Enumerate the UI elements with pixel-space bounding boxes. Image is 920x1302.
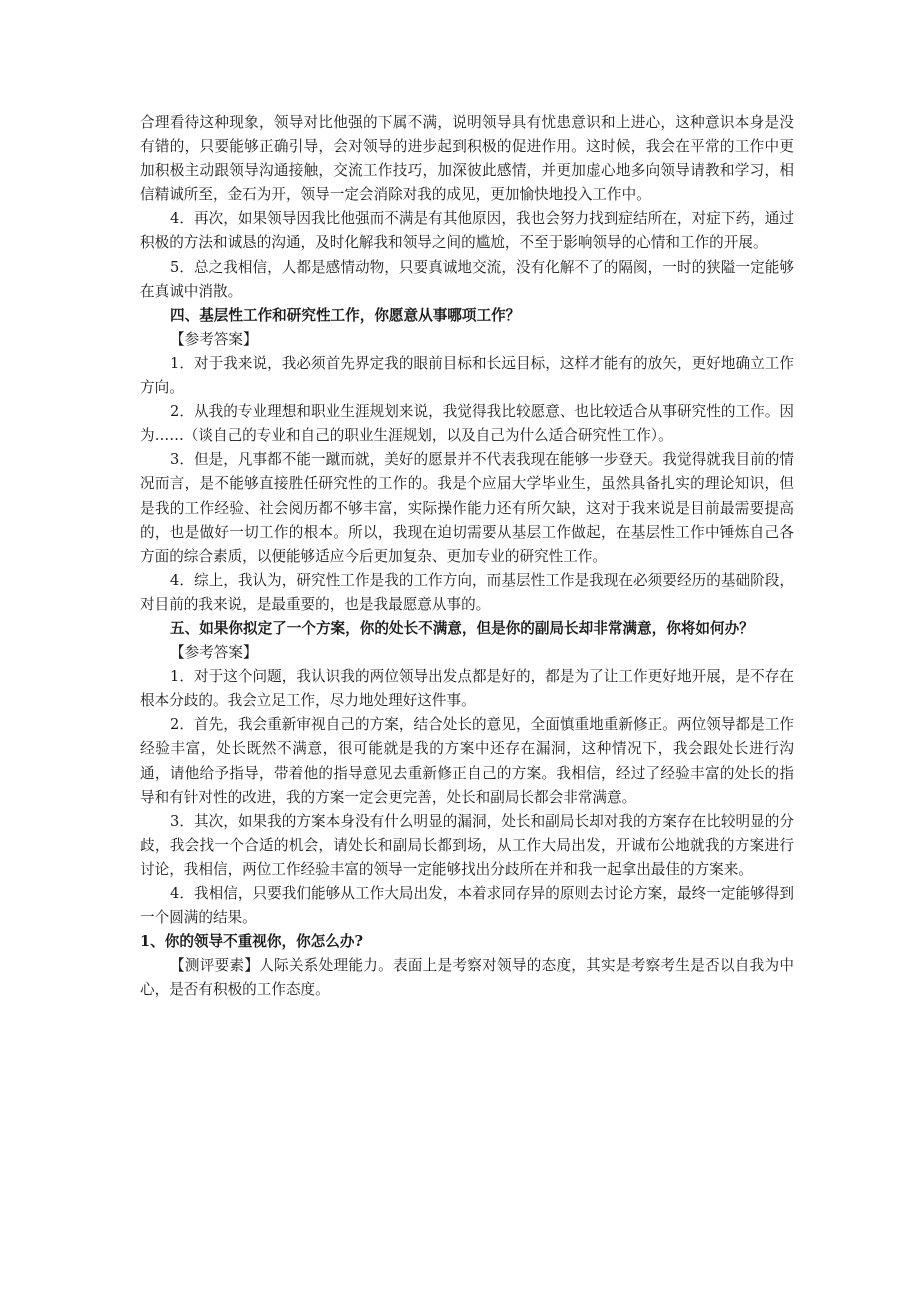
answer-point-2: 2．首先，我会重新审视自己的方案，结合处长的意见，全面慎重地重新修正。两位领导都是工作经验丰富，处长既然不满意，很可能就是我的方案中还存在漏洞，这种情况下，我会跟处长进行沟通，请他给予指导，带着他的指导意见去重新修正自己的方案。我相信，经过了经验丰富的处长的指导和有针对性的改进，我的方案一定会更完善，处长和副局长都会非常满意。 — [140, 716, 794, 806]
answer-point-3: 3．但是，凡事都不能一蹴而就，美好的愿景并不代表我现在能够一步登天。我觉得就我目前的情况而言，是不能够直接胜任研究性的工作的。我是个应届大学毕业生，虽然具备扎实的理论知识，但是我的工作经验、社会阅历都不够丰富，实际操作能力还有所欠缺，这对于我来说是目前最需要提高的，也是做好一切工作的根本。所以，我现在迫切需要从基层工作做起，在基层性工作中锤炼自己各方面的综合素质，以便能够适应今后更加复杂、更加专业的研究性工作。 — [140, 451, 794, 565]
answer-point-1: 1．对于我来说，我必须首先界定我的眼前目标和长远目标，这样才能有的放矢，更好地确立工作方向。 — [140, 354, 794, 397]
reference-answer-label: 【参考答案】 — [170, 644, 258, 662]
answer-point-4: 4．我相信，只要我们能够从工作大局出发，本着求同存异的原则去讨论方案，最终一定能够得到一个圆满的结果。 — [140, 885, 794, 927]
paragraph-point-5: 5．总之我相信，人都是感情动物，只要真诚地交流，没有化解不了的隔阂，一时的狭隘一定能够在真诚中消散。 — [140, 258, 794, 300]
paragraph-continuation: 合理看待这种现象，领导对比他强的下属不满，说明领导具有忧患意识和上进心，这种意识本身是没有错的，只要能够正确引导，会对领导的进步起到积极的促进作用。这时候，我会在平常的工作中更加积极主动跟领导沟通接触，交流工作技巧，加深彼此感情，并更加虚心地多向领导请教和学习，相信精诚所至，金石为开，领导一定会消除对我的成见，更加愉快地投入工作中。 — [140, 114, 794, 204]
question-heading-1: 1、你的领导不重视你，你怎么办? — [140, 933, 364, 951]
answer-point-3: 3．其次，如果我的方案本身没有什么明显的漏洞，处长和副局长却对我的方案存在比较明显的分歧，我会找一个合适的机会，请处长和副局长都到场，从工作大局出发，开诚布公地就我的方案进行讨论，我相信，两位工作经验丰富的领导一定能够找出分歧所在并和我一起拿出最佳的方案来。 — [140, 812, 794, 878]
paragraph-point-4: 4．再次，如果领导因我比他强而不满是有其他原因，我也会努力找到症结所在，对症下药，通过积极的方法和诚恳的沟通，及时化解我和领导之间的尴尬，不至于影响领导的心情和工作的开展。 — [140, 210, 794, 252]
question-heading-5: 五、如果你拟定了一个方案，你的处长不满意，但是你的副局长却非常满意，你将如何办？ — [170, 619, 754, 637]
question-heading-4: 四、基层性工作和研究性工作，你愿意从事哪项工作？ — [170, 306, 521, 324]
answer-point-1: 1．对于这个问题，我认识我的两位领导出发点都是好的，都是为了让工作更好地开展，是不存在根本分歧的。我会立足工作，尽力地处理好这件事。 — [140, 668, 794, 710]
answer-point-2: 2．从我的专业理想和职业生涯规划来说，我觉得我比较愿意、也比较适合从事研究性的工作。因为……（谈自己的专业和自己的职业生涯规划，以及自己为什么适合研究性工作）。 — [140, 403, 794, 445]
reference-answer-label: 【参考答案】 — [170, 330, 258, 348]
document-body — [140, 111, 794, 1002]
answer-point-4: 4．综上，我认为，研究性工作是我的工作方向，而基层性工作是我现在必须要经历的基础阶段，对目前的我来说，是最重要的，也是我最愿意从事的。 — [140, 571, 794, 613]
evaluation-criteria: 【测评要素】人际关系处理能力。表面上是考察对领导的态度，其实是考察考生是否以自我为中心，是否有积极的工作态度。 — [140, 957, 794, 999]
